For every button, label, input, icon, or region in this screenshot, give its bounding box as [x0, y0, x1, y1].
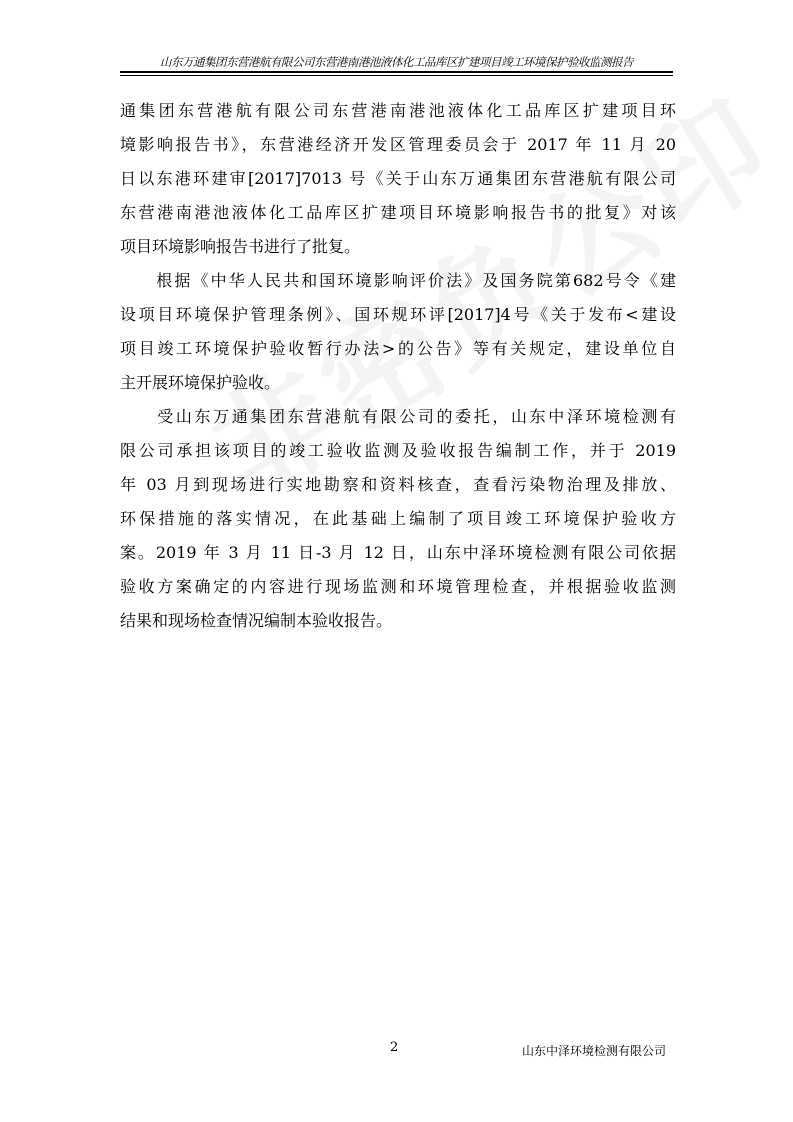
page-number: 2 — [390, 1040, 399, 1055]
text-line: 环保措施的落实情况，在此基础上编制了项目竣工环境保护验收方 — [120, 509, 676, 528]
text-line: 通集团东营港航有限公司东营港南港池液体化工品库区扩建项目环 — [120, 101, 676, 120]
header-rule — [120, 71, 673, 73]
text-line: 限公司承担该项目的竣工验收监测及验收报告编制工作，并于 2019 — [120, 441, 676, 460]
text-line: 案。2019 年 3 月 11 日-3 月 12 日，山东中泽环境检测有限公司依据 — [120, 543, 676, 562]
text-line: 项目竣工环境保护验收暂行办法>的公告》等有关规定，建设单位自 — [120, 339, 676, 358]
text-line: 东营港南港池液体化工品库区扩建项目环境影响报告书的批复》对该 — [120, 203, 676, 222]
footer-company: 山东中泽环境检测有限公司 — [521, 1044, 666, 1058]
body-text — [120, 94, 676, 638]
text-line: 受山东万通集团东营港航有限公司的委托，山东中泽环境检测有 — [120, 407, 676, 426]
text-line: 主开展环境保护验收。 — [120, 373, 281, 392]
text-line: 结果和现场检查情况编制本验收报告。 — [120, 611, 393, 630]
text-line: 设项目环境保护管理条例》、国环规环评[2017]4号《关于发布<建设 — [120, 305, 676, 324]
text-line: 项目环境影响报告书进行了批复。 — [120, 237, 361, 256]
text-line: 日以东港环建审[2017]7013 号《关于山东万通集团东营港航有限公司 — [120, 169, 676, 188]
running-header: 山东万通集团东营港航有限公司东营港南港池液体化工品库区扩建项目竣工环境保护验收监测报告 — [160, 55, 633, 69]
text-line: 境影响报告书》，东营港经济开发区管理委员会于 2017 年 11 月 20 — [120, 135, 676, 154]
text-line: 验收方案确定的内容进行现场监测和环境管理检查，并根据验收监测 — [120, 577, 676, 596]
header-rule-secondary — [120, 75, 673, 76]
text-line: 年 03 月到现场进行实地勘察和资料核查，查看污染物治理及排放、 — [120, 475, 676, 494]
text-line: 根据《中华人民共和国环境影响评价法》及国务院第682号令《建 — [120, 271, 676, 290]
